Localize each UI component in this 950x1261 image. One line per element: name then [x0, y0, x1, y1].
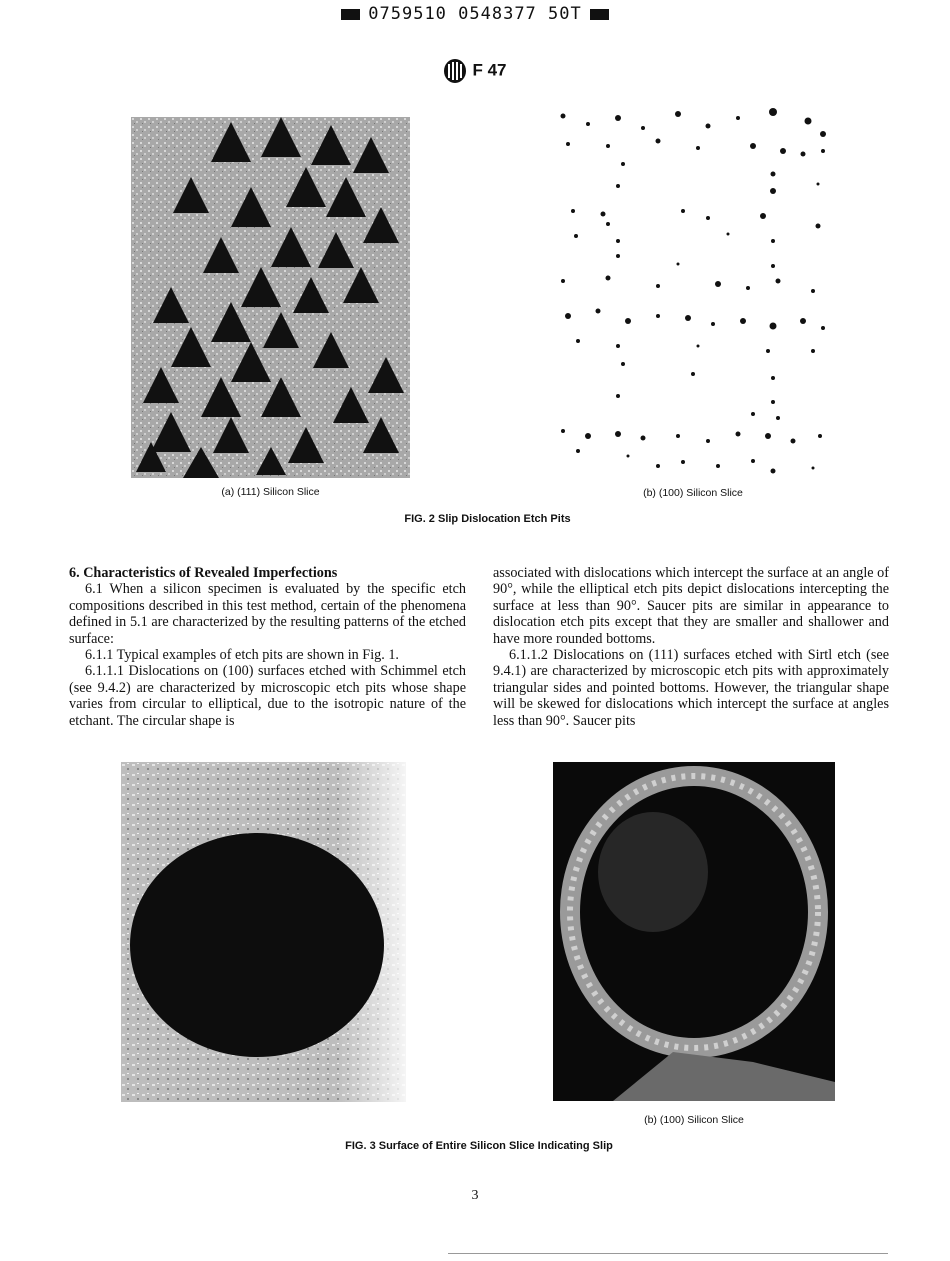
document-code: 0759510 0548377 50T — [368, 4, 582, 24]
section-heading: 6. Characteristics of Revealed Imperfections — [69, 565, 338, 581]
fig3-title: FIG. 3 Surface of Entire Silicon Slice Indicating Slip — [345, 1140, 613, 1152]
silicon-slice-ring-image — [553, 762, 835, 1101]
fig2a-caption: (a) (111) Silicon Slice — [221, 486, 320, 498]
paragraph-continued: associated with dislocations which intercept the surface at an angle of 90°, while the elliptical etch pits depict dislocations intercepting the surface at less than 90°. Saucer pits are similar in appearance to dislocation etch pits except that they are smaller and shallower and have more rounded bottoms. — [493, 565, 889, 647]
barcode-block-right — [590, 9, 609, 20]
fig2b-caption: (b) (100) Silicon Slice — [643, 487, 743, 499]
page-number: 3 — [471, 1188, 479, 1203]
designation-text: F 47 — [472, 60, 507, 80]
fig2-title: FIG. 2 Slip Dislocation Etch Pits — [404, 513, 571, 525]
left-column — [69, 565, 466, 729]
fig3b-photo — [553, 762, 835, 1101]
document-code-header — [0, 4, 950, 24]
fig2a-photo — [131, 117, 410, 478]
paragraph-6-1-1: 6.1.1 Typical examples of etch pits are shown in Fig. 1. — [85, 647, 399, 664]
designation-row — [0, 58, 950, 84]
etch-pit-dots-image — [548, 106, 838, 478]
right-column — [493, 565, 889, 729]
fig3b-caption: (b) (100) Silicon Slice — [644, 1114, 744, 1126]
fig2b-photo — [548, 106, 838, 478]
astm-logo-icon — [443, 58, 467, 84]
paragraph-6-1-1-1: 6.1.1.1 Dislocations on (100) surfaces etched with Schimmel etch (see 9.4.2) are characterized by microscopic etch pits whose shape varies from circular to elliptical, due to the isotropic nature of the etchant. The circular shape is — [69, 663, 466, 729]
paragraph-6-1: 6.1 When a silicon specimen is evaluated by the specific etch compositions described in this test method, certain of the phenomena defined in 5.1 are characterized by the resulting patterns of the etched surface: — [69, 581, 466, 647]
triangular-etch-pits-image — [131, 117, 410, 478]
silicon-slice-circle-image — [121, 762, 406, 1102]
paragraph-6-1-1-2: 6.1.1.2 Dislocations on (111) surfaces etched with Sirtl etch (see 9.4.1) are characterized by microscopic etch pits with approximately triangular sides and pointed bottoms. However, the triangular shape will be skewed for dislocations which intercept the surface at angles less than 90°. Saucer pits — [493, 647, 889, 729]
scan-artifact-line — [448, 1253, 888, 1254]
barcode-block-left — [341, 9, 360, 20]
fig3a-photo — [121, 762, 406, 1102]
